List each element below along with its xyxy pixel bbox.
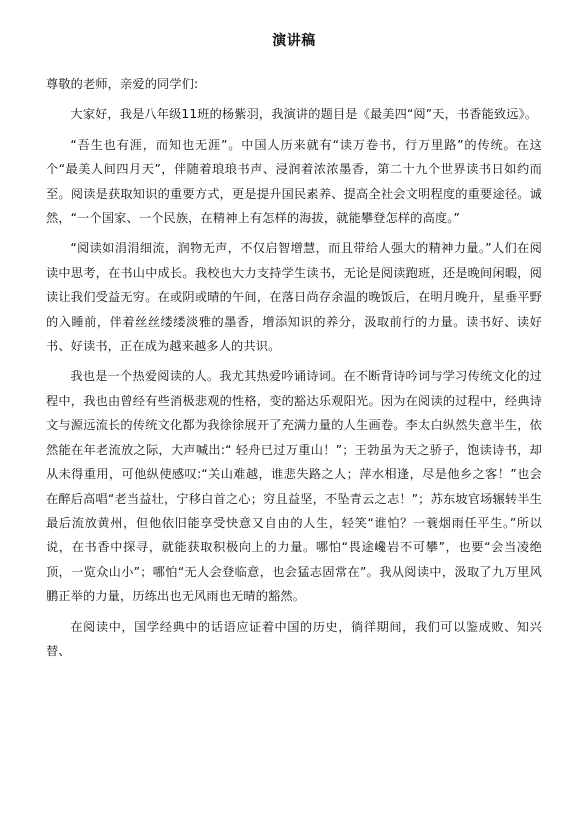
paragraph-classics: 在阅读中，国学经典中的话语应证着中国的历史，徜徉期间，我们可以鉴成败、知兴替、 [46,619,542,658]
document-body [46,72,542,669]
paragraph-reading-tradition: “吾生也有涯，而知也无涯”。中国人历来就有“读万卷书，行万里路”的传统。在这个“最美人间四月天”，伴随着琅琅书声、浸润着浓浓墨香，第二十九个世界读书日如约而至。阅读是获取知识的重要方式，更是提升国民素养、提高全社会文明程度的重要途径。诚然，“一个国家、一个民族，在精神上有怎样的海拔，就能攀登怎样的高度。” [46,137,542,226]
paragraph-intro: 大家好，我是八年级11班的杨紫羽，我演讲的题目是《最美四“阅”天，书香能致远》。 [70,107,538,122]
paragraph-reading-power: “阅读如涓涓细流，润物无声，不仅启智增慧，而且带给人强大的精神力量。”人们在阅读中思考，在书山中成长。我校也大力支持学生读书，无论是阅读跑班，还是晚间闲暇，阅读让我们受益无穷。在或阴或晴的午间，在落日尚存余温的晚饭后，在明月晚升，星垂平野的入睡前，伴着丝丝缕缕淡雅的墨香，增添知识的养分，汲取前行的力量。读书好、读好书、好读书，正在成为越来越多人的共识。 [46,241,542,354]
salutation: 尊敬的老师，亲爱的同学们: [46,77,199,91]
document-title: 演讲稿 [272,33,316,49]
paragraph-personal-story: 我也是一个热爱阅读的人。我尤其热爱吟诵诗词。在不断背诗吟词与学习传统文化的过程中，我也由曾经有些消极悲观的性格，变的豁达乐观阳光。因为在阅读的过程中，经典诗文与源远流长的传统文化都为我徐徐展开了充满力量的人生画卷。李太白纵然失意半生，依然能在年老流放之际，大声喊出:“ 轻舟已过万重山！”；王勃虽为天之骄子，饱读诗书，却从未得重用，可他纵使感叹:“关山难越，谁悲失路之人；萍水相逢，尽是他乡之客！”也会在醉后高唱“老当益壮，宁移白首之心；穷且益坚，不坠青云之志！”；苏东坡官场辗转半生最后流放黄州，但他依旧能享受快意又自由的人生，轻笑“谁怕？一蓑烟雨任平生。”所以说，在书香中探寻，就能获取积极向上的力量。哪怕“畏途巉岩不可攀”，也要“会当凌绝顶，一览众山小”；哪怕“无人会登临意，也会猛志固常在”。我从阅读中，汲取了九万里风鹏正举的力量，历练出也无风雨也无晴的豁然。 [46,369,542,604]
